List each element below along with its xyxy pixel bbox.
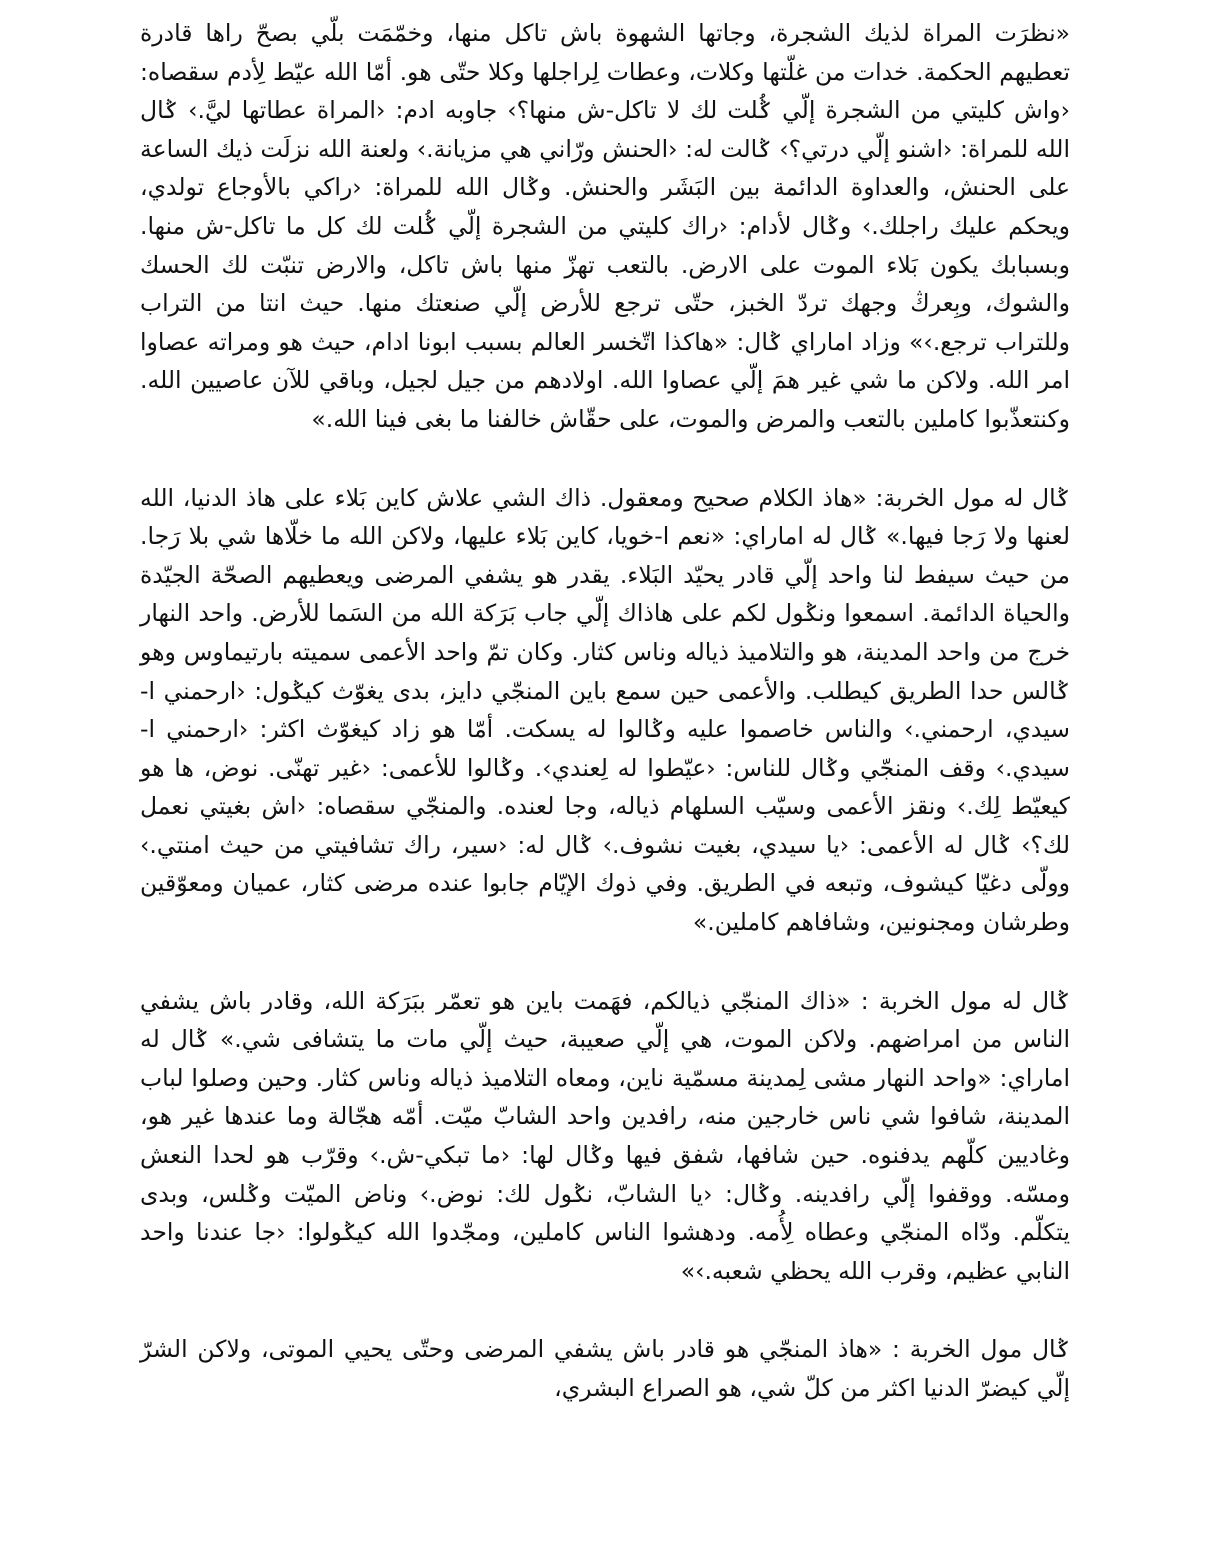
paragraph-spacer (140, 439, 1070, 479)
paragraph-4: ݣال مول الخربة : «هاذ المنجّي هو قادر باش يشفي المرضى وحتّى يحيي الموتى، ولاكن الشرّ إلّي كيضرّ الدنيا اكثر من كلّ شي، هو الصراع البشري، (140, 1335, 1070, 1402)
paragraph-spacer (140, 1290, 1070, 1330)
paragraph-spacer (140, 942, 1070, 982)
document-page (140, 14, 1070, 1408)
paragraph-3: ݣال له مول الخربة : «ذاك المنجّي ذيالكم، فهَمت باين هو تعمّر ببَرَكة الله، وقادر باش يشفي الناس من امراضهم. ولاكن الموت، هي إلّي صعيبة، حيث إلّي مات ما يتشافى شي.» ݣال له اماراي: «واحد النهار مشى لِمدينة مسمّية ناين، ومعاه التلاميذ ذياله وناس كثار. وحين وصلوا لباب المدينة، شافوا شي ناس خارجين منه، رافدين واحد الشابّ ميّت. أمّه هجّالة وما عندها غير هو، وغاديين كلّهم يدفنوه. حين شافها، شفق فيها وݣال لها: ‹ما تبكي-ش.› وقرّب هو لحدا النعش ومسّه. ووقفوا إلّي رافدينه. وݣال: ‹يا الشابّ، نݣول لك: نوض.› وناض الميّت وݣلس، وبدى يتكلّم. ودّاه المنجّي وعطاه لِأُمه. ودهشوا الناس كاملين، ومجّدوا الله كيݣولوا: ‹جا عندنا واحد النابي عظيم، وقرب الله يحظي شعبه.›» (140, 986, 1070, 1285)
paragraph-1: «نظرَت المراة لذيك الشجرة، وجاتها الشهوة باش تاكل منها، وخمّمَت بلّي بصحّ راها قادرة تعطيهم الحكمة. خدات من غلّتها وكلات، وعطات لِراجلها وكلا حتّى هو. أمّا الله عيّط لِأدم سقصاه: ‹واش كليتي من الشجرة إلّي ݣُلت لك لا تاكل-ش منها؟› جاوبه ادم: ‹المراة عطاتها ليَّ.› ݣال الله للمراة: ‹اشنو إلّي درتي؟› ݣالت له: ‹الحنش ورّاني هي مزيانة.› ولعنة الله نزلَت ذيك الساعة على الحنش، والعداوة الدائمة بين البَشَر والحنش. وݣال الله للمراة: ‹راكي بالأوجاع تولدي، ويحكم عليك راجلك.› وݣال لأدام: ‹راك كليتي من الشجرة إلّي ݣُلت لك كل ما تاكل-ش منها. وبسبابك يكون بَلاء الموت على الارض. بالتعب تهزّ منها باش تاكل، والارض تنبّت لك الحسك والشوك، وبِعرڭ وجهك تردّ الخبز، حتّى ترجع للأرض إلّي صنعتك منها. حيث انتا من التراب وللتراب ترجع.›» وزاد اماراي ݣال: «هاكذا اتّخسر العالم بسبب ابونا ادام، حيث هو ومراته عصاوا امر الله. ولاكن ما شي غير همَ إلّي عصاوا الله. اولادهم من جيل لجيل، وباقي للآن عاصيين الله. وكنتعذّبوا كاملين بالتعب والمرض والموت، على حقّاش خالفنا ما بغى فينا الله.» (140, 19, 1070, 433)
paragraph-2: ݣال له مول الخربة: «هاذ الكلام صحيح ومعقول. ذاك الشي علاش كاين بَلاء على هاذ الدنيا، الله لعنها ولا رَجا فيها.» ݣال له اماراي: «نعم ا-خويا، كاين بَلاء عليها، ولاكن الله ما خلّاها شي بلا رَجا. من حيث سيفط لنا واحد إلّي قادر يحيّد البَلاء. يقدر هو يشفي المرضى ويعطيهم الصحّة الجيّدة والحياة الدائمة. اسمعوا ونݣول لكم على هاذاك إلّي جاب بَرَكة الله من السَما للأرض. واحد النهار خرج من واحد المدينة، هو والتلاميذ ذياله وناس كثار. وكان تمّ واحد الأعمى سميته بارتيماوس وهو ݣالس حدا الطريق كيطلب. والأعمى حين سمع باين المنجّي دايز، بدى يغوّث كيݣول: ‹ارحمني ا-سيدي، ارحمني.› والناس خاصموا عليه وݣالوا له يسكت. أمّا هو زاد كيغوّث اكثر: ‹ارحمني ا-سيدي.› وقف المنجّي وݣال للناس: ‹عيّطوا له لِعندي›. وݣالوا للأعمى: ‹غير تهنّى. نوض، ها هو كيعيّط لِك.› ونقز الأعمى وسيّب السلهام ذياله، وجا لعنده. والمنجّي سقصاه: ‹اش بغيتي نعمل لك؟› ݣال له الأعمى: ‹يا سيدي، بغيت نشوف.› ݣال له: ‹سير، راك تشافيتي من حيث امنتي.› وولّى دغيّا كيشوف، وتبعه في الطريق. وفي ذوك الإيّام جابوا عنده مرضى كثار، عميان ومعوّقين وطرشان ومجنونين، وشافاهم كاملين.» (140, 483, 1070, 937)
